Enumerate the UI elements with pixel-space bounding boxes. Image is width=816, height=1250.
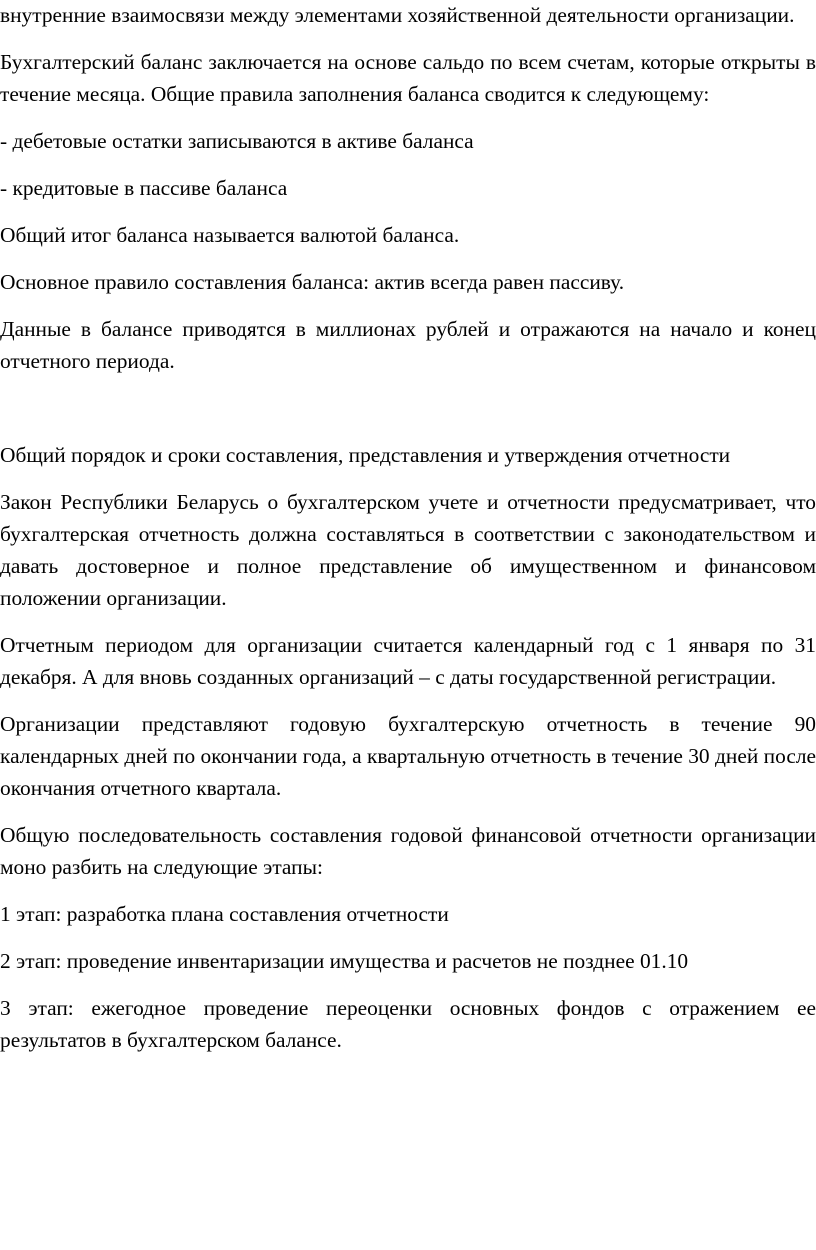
paragraph: внутренние взаимосвязи между элементами хозяйственной деятельности организации. <box>0 3 795 27</box>
blank-line <box>0 392 816 439</box>
paragraph: Организации представляют годовую бухгалтерскую отчетность в течение 90 календарных дней по окончании года, а квартальную отчетность в течение 30 дней после окончания отчетного квартала. <box>0 712 816 800</box>
list-item: 3 этап: ежегодное проведение переоценки основных фондов с отражением ее результатов в бухгалтерском балансе. <box>0 996 816 1052</box>
paragraph: Общий итог баланса называется валютой баланса. <box>0 223 460 247</box>
paragraph: Закон Республики Беларусь о бухгалтерском учете и отчетности предусматривает, что бухгалтерская отчетность должна составляться в соответствии с законодательством и давать достоверное и полное представление об имущественном и финансовом положении организации. <box>0 490 816 610</box>
paragraph: Основное правило составления баланса: актив всегда равен пассиву. <box>0 270 625 294</box>
section-heading: Общий порядок и сроки составления, представления и утверждения отчетности <box>0 443 731 467</box>
paragraph: Отчетным периодом для организации считается календарный год с 1 января по 31 декабря. А для вновь созданных организаций – с даты государственной регистрации. <box>0 633 816 689</box>
list-item: - дебетовые остатки записываются в активе баланса <box>0 129 474 153</box>
list-item: 1 этап: разработка плана составления отчетности <box>0 902 449 926</box>
list-item: 2 этап: проведение инвентаризации имущества и расчетов не позднее 01.10 <box>0 949 689 973</box>
list-item: - кредитовые в пассиве баланса <box>0 176 288 200</box>
paragraph: Данные в балансе приводятся в миллионах рублей и отражаются на начало и конец отчетного периода. <box>0 317 816 373</box>
paragraph: Бухгалтерский баланс заключается на основе сальдо по всем счетам, которые открыты в течение месяца. Общие правила заполнения баланса сводится к следующему: <box>0 50 816 106</box>
paragraph: Общую последовательность составления годовой финансовой отчетности организации моно разбить на следующие этапы: <box>0 823 816 879</box>
